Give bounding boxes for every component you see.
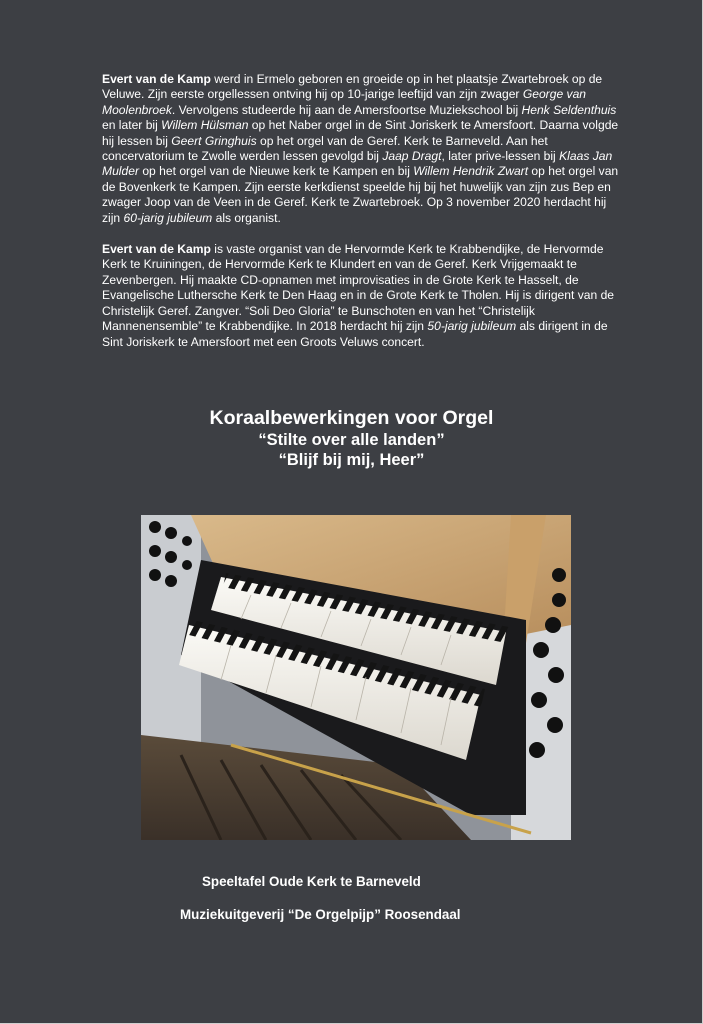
jubilee-text: 50-jarig jubileum — [427, 319, 517, 334]
organist-name: Evert van de Kamp — [102, 72, 211, 86]
title-block — [0, 406, 703, 470]
teacher-name: Jaap Dragt — [382, 149, 442, 164]
organ-console-illustration — [141, 515, 571, 840]
teacher-name: Willem Hendrik Zwart — [413, 164, 529, 179]
teacher-name: Willem Hülsman — [161, 118, 249, 133]
organist-name: Evert van de Kamp — [102, 242, 211, 257]
subtitle-2: “Blijf bij mij, Heer” — [278, 451, 425, 469]
subtitle-1: “Stilte over alle landen” — [258, 431, 445, 449]
teacher-name: George van Moolenbroek — [102, 87, 587, 117]
teacher-name: Geert Gringhuis — [171, 133, 257, 148]
jubilee-text: 60-jarig jubileum — [123, 210, 213, 225]
teacher-name: Henk Seldenthuis — [521, 102, 617, 117]
main-title: Koraalbewerkingen voor Orgel — [209, 407, 494, 429]
biography-paragraph-1: Evert van de Kamp werd in Ermelo geboren en groeide op in het plaatsje Zwartebroek op de Veluwe. Zijn eerste orgellessen ontving hij op 10-jarige leeftijd van zijn zwager George van Moolenbroek. Vervolgens studeerde hij aan de Amersfoortse Muziekschool bij Henk Seldenthuis en later bij Willem Hülsman op het Naber orgel in de Sint Joriskerk te Amersfoort. Daarna volgde hij lessen bij Geert Gringhuis op het orgel van de Geref. Kerk te Barneveld. Aan het concervatorium te Zwolle werden lessen gevolgd bij Jaap Dragt, later prive-lessen bij Klaas Jan Mulder op het orgel van de Nieuwe kerk te Kampen en bij Willem Hendrik Zwart op het orgel van de Bovenkerk te Kampen. Zijn eerste kerkdienst speelde hij bij het huwelijk van zijn zus Bep en zwager Joop van de Veen in de Geref. Kerk te Zwartebroek. Op 3 november 2020 herdacht hij zijn 60-jarig jubileum als organist. — [102, 72, 619, 225]
biography-paragraph-2: Evert van de Kamp is vaste organist van de Hervormde Kerk te Krabbendijke, de Hervormde Kerk te Kruiningen, de Hervormde Kerk te Klundert en van de Geref. Kerk Vrijgemaakt te Zevenbergen. Hij maakte CD-opnamen met improvisaties in de Grote Kerk te Hasselt, de Evangelische Luthersche Kerk te Den Haag en in de Grote Kerk te Tholen. Hij is dirigent van de Christelijk Geref. Zangver. “Soli Deo Gloria” te Bunschoten en van het “Christelijk Mannenensemble” te Krabbendijke. In 2018 herdacht hij zijn 50-jarig jubileum als dirigent in de Sint Joriskerk te Amersfoort met een Groots Veluws concert. — [102, 242, 615, 349]
publisher-line: Muziekuitgeverij “De Orgelpijp” Roosendaal — [180, 907, 461, 922]
teacher-name: Klaas Jan Mulder — [102, 149, 613, 179]
organ-console-photo — [141, 515, 571, 840]
photo-caption: Speeltafel Oude Kerk te Barneveld — [202, 874, 421, 889]
biography — [102, 72, 622, 366]
